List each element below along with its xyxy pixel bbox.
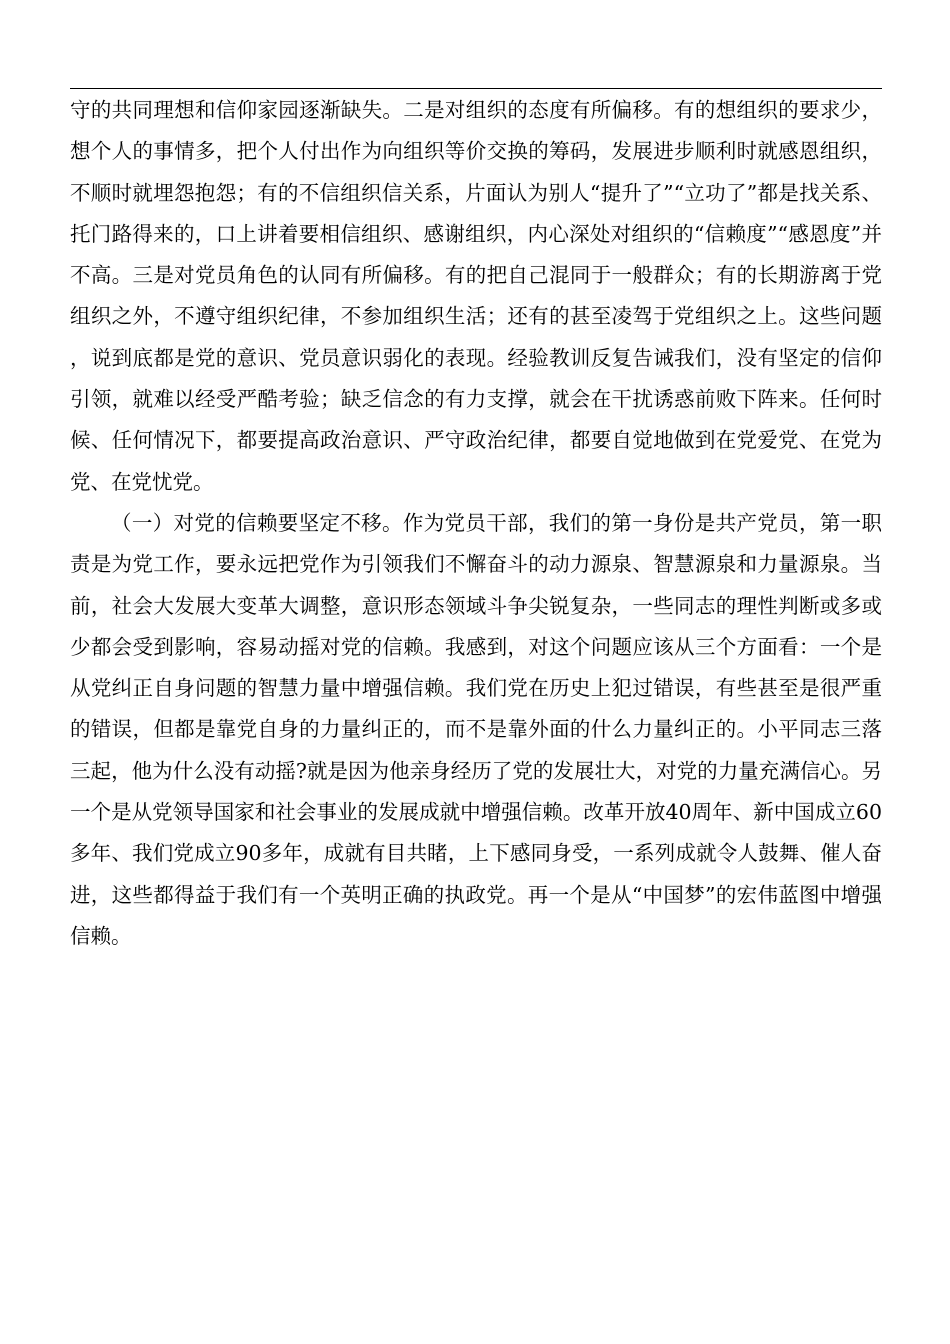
document-body: [70, 90, 882, 957]
header-rule: [70, 88, 882, 89]
paragraph-section-one: （一）对党的信赖要坚定不移。作为党员干部，我们的第一身份是共产党员，第一职责是为党工作，要永远把党作为引领我们不懈奋斗的动力源泉、智慧源泉和力量源泉。当前，社会大发展大变革大调整，意识形态领域斗争尖锐复杂，一些同志的理性判断或多或少都会受到影响，容易动摇对党的信赖。我感到，对这个问题应该从三个方面看：一个是从党纠正自身问题的智慧力量中增强信赖。我们党在历史上犯过错误，有些甚至是很严重的错误，但都是靠党自身的力量纠正的，而不是靠外面的什么力量纠正的。小平同志三落三起，他为什么没有动摇?就是因为他亲身经历了党的发展壮大，对党的力量充满信心。另一个是从党领导国家和社会事业的发展成就中增强信赖。改革开放40周年、新中国成立60多年、我们党成立90多年，成就有目共睹，上下感同身受，一系列成就令人鼓舞、催人奋进，这些都得益于我们有一个英明正确的执政党。再一个是从“中国梦”的宏伟蓝图中增强信赖。: [70, 510, 882, 948]
paragraph-continued: 守的共同理想和信仰家园逐渐缺失。二是对组织的态度有所偏移。有的想组织的要求少，想个人的事情多，把个人付出作为向组织等价交换的筹码，发展进步顺利时就感恩组织，不顺时就埋怨抱怨；有的不信组织信关系，片面认为别人“提升了”“立功了”都是找关系、托门路得来的，口上讲着要相信组织、感谢组织，内心深处对组织的“信赖度”“感恩度”并不高。三是对党员角色的认同有所偏移。有的把自己混同于一般群众；有的长期游离于党组织之外，不遵守组织纪律，不参加组织生活；还有的甚至凌驾于党组织之上。这些问题，说到底都是党的意识、党员意识弱化的表现。经验教训反复告诫我们，没有坚定的信仰引领，就难以经受严酷考验；缺乏信念的有力支撑，就会在干扰诱惑前败下阵来。任何时候、任何情况下，都要提高政治意识、严守政治纪律，都要自觉地做到在党爱党、在党为党、在党忧党。: [70, 98, 882, 494]
